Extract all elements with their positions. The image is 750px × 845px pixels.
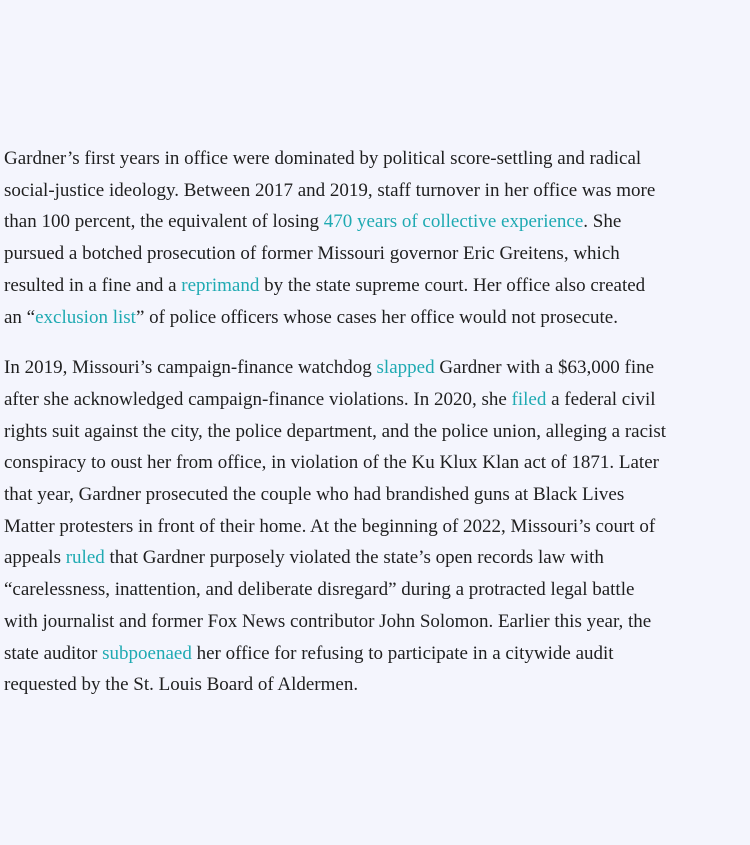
link-filed[interactable]: filed [511,388,547,410]
link-exclusion-list[interactable]: exclusion list [35,306,136,328]
paragraph-line: an “exclusion list” of police officers whose cases her office would not prosecute. [4,306,618,328]
paragraph-line: In 2019, Missouri’s campaign-finance watchdog slapped Gardner with a $63,000 fine [4,357,655,379]
link-ruled[interactable]: ruled [65,547,105,569]
paragraph-2 [4,352,750,701]
paragraph-line: requested by the St. Louis Board of Aldermen. [4,674,359,696]
paragraph-line: social-justice ideology. Between 2017 and 2019, staff turnover in her office was more [4,179,656,201]
link-slapped[interactable]: slapped [376,357,435,379]
paragraph-1 [4,143,750,333]
link-subpoenaed[interactable]: subpoenaed [102,642,192,664]
link-470-years-of-collective-experience[interactable]: 470 years of collective experience [323,211,584,233]
paragraph-line: after she acknowledged campaign-finance violations. In 2020, she filed a federal civil [4,388,656,410]
paragraph-line: conspiracy to oust her from office, in violation of the Ku Klux Klan act of 1871. Later [4,452,659,474]
paragraph-line: rights suit against the city, the police department, and the police union, alleging a racist [4,420,666,442]
paragraph-line: “carelessness, inattention, and deliberate disregard” during a protracted legal battle [4,579,635,601]
article-body [4,143,750,701]
link-reprimand[interactable]: reprimand [181,274,260,296]
paragraph-line: with journalist and former Fox News contributor John Solomon. Earlier this year, the [4,610,652,632]
paragraph-line: pursued a botched prosecution of former Missouri governor Eric Greitens, which [4,243,620,265]
paragraph-line: that year, Gardner prosecuted the couple who had brandished guns at Black Lives [4,484,625,506]
paragraph-line: state auditor subpoenaed her office for refusing to participate in a citywide audit [4,642,614,664]
paragraph-line: appeals ruled that Gardner purposely violated the state’s open records law with [4,547,604,569]
paragraph-line: Gardner’s first years in office were dominated by political score-settling and radical [4,148,642,169]
paragraph-line: resulted in a fine and a reprimand by the state supreme court. Her office also created [4,274,646,296]
paragraph-line: Matter protesters in front of their home. At the beginning of 2022, Missouri’s court of [4,515,656,537]
paragraph-line: than 100 percent, the equivalent of losing 470 years of collective experience. She [4,211,622,233]
